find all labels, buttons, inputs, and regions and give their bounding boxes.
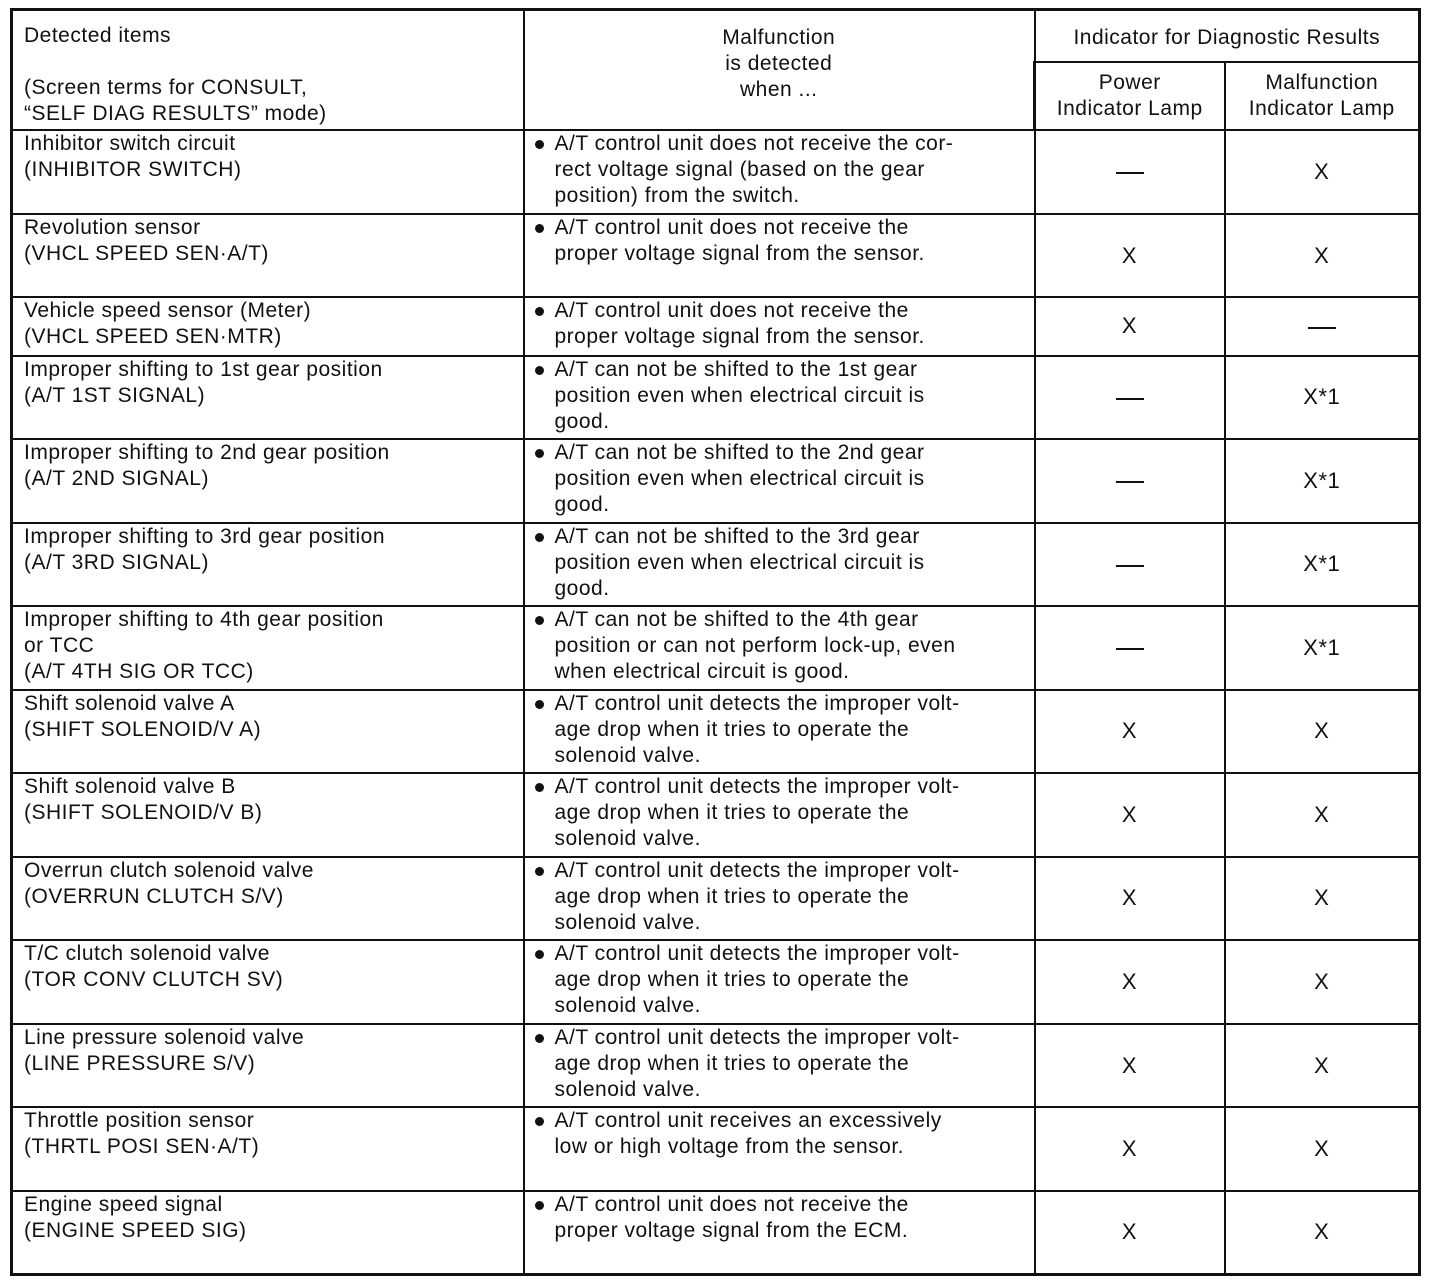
x-mark: X (1314, 885, 1330, 911)
detected-item-line: Line pressure solenoid valve (24, 1025, 305, 1049)
condition-line: proper voltage signal from the ECM. (554, 1218, 909, 1242)
detected-item-line: Throttle position sensor (24, 1109, 255, 1133)
x-mark: X (1121, 969, 1138, 994)
table-row (12, 523, 1420, 607)
header-malfunction-line1: Malfunction (722, 26, 836, 49)
condition-line: A/T can not be shifted to the 2nd gear (554, 441, 925, 465)
table-row (12, 356, 1420, 440)
condition-line: position even when electrical circuit is (554, 383, 925, 407)
x-mark: X*1 (1303, 634, 1341, 660)
condition-line: age drop when it tries to operate the (554, 717, 910, 741)
mil-indicator-cell (1225, 1107, 1420, 1191)
detected-item-line: (TOR CONV CLUTCH SV) (24, 968, 284, 992)
detected-item-line: (A/T 2ND SIGNAL) (24, 467, 209, 491)
power-indicator-cell (1035, 690, 1225, 774)
x-mark: X (1121, 885, 1138, 911)
header-malfunction-line3: when ... (739, 78, 818, 101)
x-mark: X (1314, 969, 1330, 994)
bullet-icon (535, 1034, 544, 1043)
x-mark: X (1121, 242, 1138, 268)
detected-item-line: Improper shifting to 2nd gear position (24, 441, 390, 465)
condition-bullet (533, 131, 1034, 209)
malfunction-condition-cell (524, 606, 1035, 690)
condition-bullet (533, 357, 1034, 435)
header-mil-line2: Indicator Lamp (1248, 97, 1395, 121)
condition-bullet (533, 607, 1034, 685)
detected-item-line: Shift solenoid valve A (24, 691, 235, 715)
x-mark: X*1 (1303, 384, 1341, 410)
condition-bullet (533, 298, 1034, 350)
x-mark: X (1121, 801, 1138, 827)
detected-item-cell (12, 214, 524, 298)
condition-bullet (533, 774, 1034, 852)
power-indicator-cell (1035, 1107, 1225, 1191)
header-mil-line1: Malfunction (1265, 71, 1379, 95)
mil-indicator-cell (1225, 940, 1420, 1024)
power-indicator-cell (1035, 1191, 1225, 1275)
power-indicator-cell (1035, 940, 1225, 1024)
condition-line: A/T control unit detects the improper volt- (554, 1025, 960, 1049)
condition-line: solenoid valve. (554, 1077, 701, 1101)
detected-item-cell (12, 1191, 524, 1275)
detected-item-cell (12, 690, 524, 774)
bullet-icon (535, 533, 544, 542)
power-indicator-cell (1035, 1024, 1225, 1108)
power-indicator-cell (1035, 214, 1225, 298)
header-detected-items (12, 10, 524, 131)
mil-indicator-cell (1225, 214, 1420, 298)
condition-line: A/T control unit receives an excessively (554, 1109, 942, 1133)
detected-item-line: Revolution sensor (24, 215, 201, 239)
condition-line: A/T control unit detects the improper volt- (554, 942, 960, 966)
detected-item-line: (LINE PRESSURE S/V) (24, 1051, 256, 1075)
bullet-icon (535, 1201, 544, 1210)
power-indicator-cell (1035, 356, 1225, 440)
condition-bullet (533, 1025, 1034, 1103)
mil-indicator-cell (1225, 523, 1420, 607)
malfunction-condition-cell (524, 1191, 1035, 1275)
x-mark: X (1314, 242, 1330, 268)
table-row (12, 130, 1420, 214)
detected-item-cell (12, 857, 524, 941)
header-power-line2: Indicator Lamp (1056, 97, 1203, 121)
condition-line: position or can not perform lock-up, even (554, 634, 956, 658)
x-mark: X*1 (1303, 467, 1341, 493)
dash-mark (1116, 398, 1144, 400)
mil-indicator-cell (1225, 773, 1420, 857)
condition-line: proper voltage signal from the sensor. (554, 325, 925, 349)
mil-indicator-cell (1225, 1024, 1420, 1108)
malfunction-condition-cell (524, 214, 1035, 298)
condition-line: A/T can not be shifted to the 1st gear (554, 357, 918, 381)
condition-line: proper voltage signal from the sensor. (554, 241, 925, 265)
detected-item-line: (ENGINE SPEED SIG) (24, 1218, 247, 1242)
table-row (12, 606, 1420, 690)
table-row (12, 297, 1420, 355)
detected-item-cell (12, 439, 524, 523)
x-mark: X (1314, 1052, 1330, 1078)
condition-line: solenoid valve. (554, 910, 701, 934)
malfunction-condition-cell (524, 439, 1035, 523)
table-row (12, 1107, 1420, 1191)
detected-item-line: (SHIFT SOLENOID/V B) (24, 801, 263, 825)
condition-line: A/T control unit does not receive the (554, 299, 909, 323)
power-indicator-cell (1035, 297, 1225, 355)
condition-line: rect voltage signal (based on the gear (554, 158, 925, 182)
table-row (12, 1191, 1420, 1275)
malfunction-condition-cell (524, 523, 1035, 607)
bullet-icon (535, 224, 544, 233)
detected-item-cell (12, 773, 524, 857)
x-mark: X*1 (1303, 551, 1341, 577)
dash-mark (1116, 648, 1144, 650)
table-row (12, 214, 1420, 298)
power-indicator-cell (1035, 857, 1225, 941)
condition-bullet (533, 1108, 1034, 1160)
x-mark: X (1121, 313, 1138, 339)
detected-item-cell (12, 130, 524, 214)
condition-bullet (533, 1192, 1034, 1244)
condition-line: A/T control unit does not receive the (554, 215, 909, 239)
condition-bullet (533, 691, 1034, 769)
condition-line: low or high voltage from the sensor. (554, 1135, 905, 1159)
header-malfunction-indicator-lamp (1225, 62, 1420, 130)
diagnostic-results-table (10, 8, 1421, 1276)
malfunction-condition-cell (524, 940, 1035, 1024)
detected-item-line: Vehicle speed sensor (Meter) (24, 299, 312, 323)
detected-item-cell (12, 940, 524, 1024)
x-mark: X (1314, 1219, 1330, 1245)
power-indicator-cell (1035, 130, 1225, 214)
malfunction-condition-cell (524, 690, 1035, 774)
condition-line: when electrical circuit is good. (554, 660, 850, 684)
mil-indicator-cell (1225, 1191, 1420, 1275)
mil-indicator-cell (1225, 297, 1420, 355)
condition-line: A/T control unit does not receive the cor- (554, 132, 954, 156)
condition-line: A/T control unit detects the improper volt- (554, 691, 960, 715)
condition-line: good. (554, 493, 610, 517)
condition-line: age drop when it tries to operate the (554, 801, 910, 825)
malfunction-condition-cell (524, 356, 1035, 440)
detected-item-line: or TCC (24, 634, 95, 658)
x-mark: X (1121, 1219, 1138, 1245)
condition-line: position even when electrical circuit is (554, 467, 925, 491)
detected-item-line: Engine speed signal (24, 1192, 223, 1216)
x-mark: X (1314, 159, 1330, 184)
detected-item-line: T/C clutch solenoid valve (24, 942, 270, 966)
detected-item-line: (VHCL SPEED SEN·MTR) (24, 325, 282, 349)
condition-bullet (533, 941, 1034, 1019)
detected-item-line: (A/T 1ST SIGNAL) (24, 383, 206, 407)
condition-line: A/T control unit detects the improper volt- (554, 775, 960, 799)
detected-item-line: (INHIBITOR SWITCH) (24, 158, 242, 182)
mil-indicator-cell (1225, 690, 1420, 774)
header-malfunction-line2: is detected (725, 52, 833, 75)
bullet-icon (535, 950, 544, 959)
malfunction-condition-cell (524, 1024, 1035, 1108)
condition-bullet (533, 858, 1034, 936)
table-row (12, 857, 1420, 941)
power-indicator-cell (1035, 773, 1225, 857)
bullet-icon (535, 366, 544, 375)
detected-item-line: (A/T 4TH SIG OR TCC) (24, 660, 254, 684)
condition-line: age drop when it tries to operate the (554, 1051, 910, 1075)
detected-item-line: Improper shifting to 4th gear position (24, 608, 384, 632)
detected-item-line: (A/T 3RD SIGNAL) (24, 550, 209, 574)
condition-line: solenoid valve. (554, 994, 701, 1018)
header-detected-items-subtitle: (Screen terms for CONSULT, (24, 76, 308, 99)
condition-line: A/T can not be shifted to the 4th gear (554, 608, 919, 632)
condition-line: solenoid valve. (554, 827, 701, 851)
x-mark: X (1314, 1136, 1330, 1162)
header-detected-items-mode: “SELF DIAG RESULTS” mode) (24, 102, 327, 125)
power-indicator-cell (1035, 439, 1225, 523)
detected-item-cell (12, 297, 524, 355)
malfunction-condition-cell (524, 297, 1035, 355)
condition-line: A/T control unit detects the improper volt- (554, 858, 960, 882)
table-row (12, 439, 1420, 523)
condition-line: age drop when it tries to operate the (554, 968, 910, 992)
condition-bullet (533, 215, 1034, 267)
detected-item-cell (12, 606, 524, 690)
header-power-line1: Power (1098, 71, 1161, 95)
bullet-icon (535, 140, 544, 149)
detected-item-line: (SHIFT SOLENOID/V A) (24, 717, 262, 741)
detected-item-line: Improper shifting to 3rd gear position (24, 524, 386, 548)
mil-indicator-cell (1225, 356, 1420, 440)
header-detected-items-title: Detected items (24, 24, 172, 47)
bullet-icon (535, 1117, 544, 1126)
bullet-icon (535, 307, 544, 316)
power-indicator-cell (1035, 606, 1225, 690)
power-indicator-cell (1035, 523, 1225, 607)
bullet-icon (535, 616, 544, 625)
bullet-icon (535, 700, 544, 709)
dash-mark (1308, 327, 1336, 329)
detected-item-cell (12, 356, 524, 440)
detected-item-line: (VHCL SPEED SEN·A/T) (24, 241, 269, 265)
table-row (12, 1024, 1420, 1108)
malfunction-condition-cell (524, 1107, 1035, 1191)
bullet-icon (535, 449, 544, 458)
dash-mark (1116, 481, 1144, 483)
mil-indicator-cell (1225, 857, 1420, 941)
bullet-icon (535, 783, 544, 792)
x-mark: X (1314, 718, 1330, 744)
header-indicator-group: Indicator for Diagnostic Results (1035, 10, 1420, 62)
condition-line: age drop when it tries to operate the (554, 884, 910, 908)
detected-item-line: (OVERRUN CLUTCH S/V) (24, 884, 284, 908)
x-mark: X (1121, 1136, 1138, 1162)
detected-item-line: Improper shifting to 1st gear position (24, 357, 383, 381)
condition-line: good. (554, 409, 610, 433)
bullet-icon (535, 867, 544, 876)
detected-item-cell (12, 523, 524, 607)
x-mark: X (1121, 1052, 1138, 1078)
malfunction-condition-cell (524, 773, 1035, 857)
header-malfunction (524, 10, 1035, 131)
header-row (12, 10, 1420, 62)
malfunction-condition-cell (524, 857, 1035, 941)
condition-line: A/T control unit does not receive the (554, 1192, 909, 1216)
dash-mark (1116, 565, 1144, 567)
condition-bullet (533, 524, 1034, 602)
detected-item-cell (12, 1107, 524, 1191)
x-mark: X (1314, 801, 1330, 827)
condition-line: position even when electrical circuit is (554, 550, 925, 574)
malfunction-condition-cell (524, 130, 1035, 214)
condition-line: A/T can not be shifted to the 3rd gear (554, 524, 920, 548)
condition-line: position) from the switch. (554, 184, 800, 208)
table-row (12, 940, 1420, 1024)
table-row (12, 690, 1420, 774)
condition-bullet (533, 440, 1034, 518)
mil-indicator-cell (1225, 130, 1420, 214)
condition-line: solenoid valve. (554, 743, 701, 767)
dash-mark (1116, 172, 1144, 174)
detected-item-line: Inhibitor switch circuit (24, 132, 236, 156)
detected-item-line: (THRTL POSI SEN·A/T) (24, 1135, 260, 1159)
header-power-indicator-lamp (1035, 62, 1225, 130)
mil-indicator-cell (1225, 606, 1420, 690)
condition-line: good. (554, 576, 610, 600)
mil-indicator-cell (1225, 439, 1420, 523)
detected-item-cell (12, 1024, 524, 1108)
table-row (12, 773, 1420, 857)
detected-item-line: Overrun clutch solenoid valve (24, 858, 314, 882)
detected-item-line: Shift solenoid valve B (24, 775, 236, 799)
x-mark: X (1121, 718, 1138, 744)
